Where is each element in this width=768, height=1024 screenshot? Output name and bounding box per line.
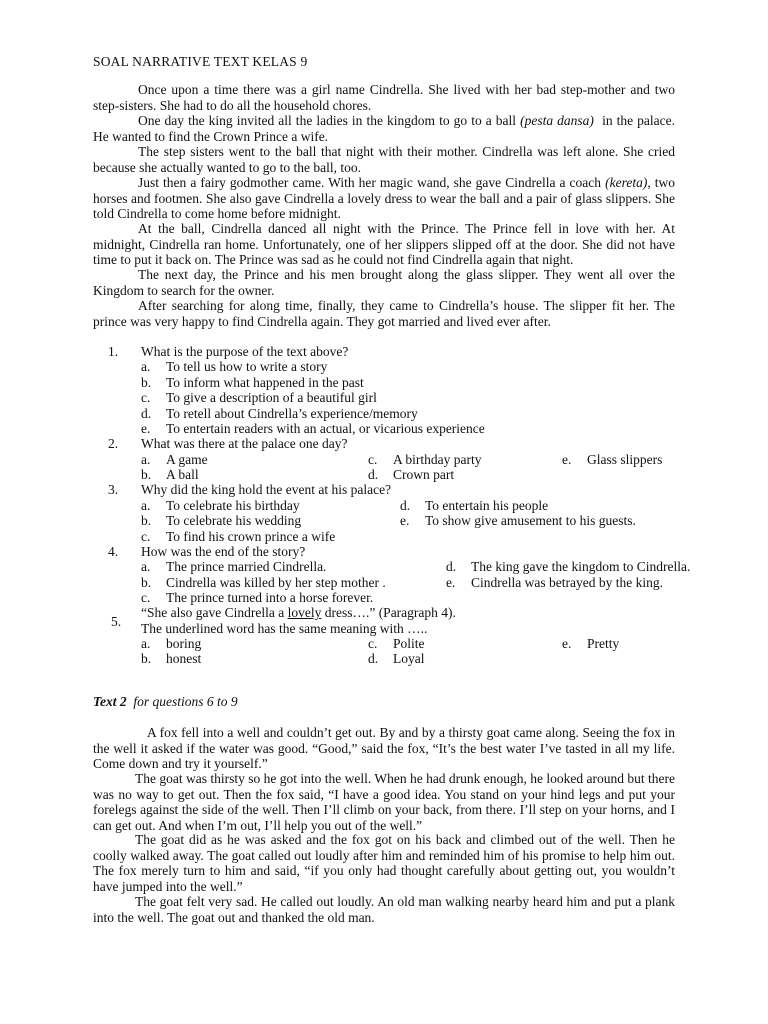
question-4-text: How was the end of the story? <box>141 544 306 559</box>
question-1-option-c: c. To give a description of a beautiful girl <box>141 390 377 405</box>
text2-heading <box>93 694 238 710</box>
question-4-option-e: e. Cindrella was betrayed by the king. <box>446 575 663 590</box>
question-2-option-e: e. Glass slippers <box>562 452 663 467</box>
question-4-option-a: a. The prince married Cindrella. <box>141 559 327 574</box>
underlined-word: lovely <box>287 605 322 620</box>
text1-paragraph-3 <box>93 144 675 175</box>
question-1-text: What is the purpose of the text above? <box>141 344 349 359</box>
text2-p1-text: A fox fell into a well and couldn’t get out. By and by a thirsty goat came along. Seeing the fox in the well it asked if the water was good. “Good,” said the fox, “It’s the best water I’ve tasted in all my life. Come down and try it yourself.” <box>93 725 675 771</box>
question-3-option-b: b. To celebrate his wedding <box>141 513 302 528</box>
text1-p2-gloss: (pesta dansa) <box>520 113 594 128</box>
text1-paragraph-5 <box>93 221 675 268</box>
question-2-option-b: b. A ball <box>141 467 199 482</box>
question-1-option-e: e. To entertain readers with an actual, or vicarious experience <box>141 421 485 436</box>
question-2-option-a: a. A game <box>141 452 208 467</box>
question-2-number: 2. <box>108 436 119 451</box>
question-1-option-d: d. To retell about Cindrella’s experience/memory <box>141 406 418 421</box>
question-2-text: What was there at the palace one day? <box>141 436 348 451</box>
text1-p5-text: At the ball, Cindrella danced all night with the Prince. The Prince fell in love with her. At midnight, Cindrella ran home. Unfortunately, one of her slippers slipped off at the door. She did not have time to put it back on. The Prince was sad as he could not find Cindrella again that night. <box>93 221 675 267</box>
text1-p3-text: The step sisters went to the ball that night with their mother. Cindrella was left alone. She cried because she actually wanted to go to the ball, too. <box>93 144 675 175</box>
question-4-option-c: c. The prince turned into a horse forever. <box>141 590 374 605</box>
text2-heading-bold: Text 2 <box>93 694 127 709</box>
question-4-number: 4. <box>108 544 119 559</box>
question-5-option-a: a. boring <box>141 636 202 651</box>
question-3-option-a: a. To celebrate his birthday <box>141 498 300 513</box>
text2-paragraph-3 <box>93 832 675 894</box>
text1-p4-text-a: Just then a fairy godmother came. With her magic wand, she gave Cindrella a coach <box>138 175 602 190</box>
text2-paragraph-4 <box>93 894 675 925</box>
text1-paragraph-6 <box>93 267 675 298</box>
question-3-text: Why did the king hold the event at his palace? <box>141 482 392 497</box>
question-5-option-c: c. Polite <box>368 636 425 651</box>
question-3-option-c: c. To find his crown prince a wife <box>141 529 336 544</box>
text1-p4-text-b: , two horses and footmen. She also gave Cindrella a lovely dress to wear the ball and a pair of glass slippers. She told Cindrella to come home before midnight. <box>93 175 676 221</box>
question-5-number: 5. <box>111 614 122 629</box>
question-1-option-b: b. To inform what happened in the past <box>141 375 364 390</box>
question-1-option-a: a. To tell us how to write a story <box>141 359 328 374</box>
question-4-option-d: d. The king gave the kingdom to Cindrella. <box>446 559 691 574</box>
text2-p4-text: The goat felt very sad. He called out loudly. An old man walking nearby heard him and put a plank into the well. The goat out and thanked the old man. <box>93 894 675 925</box>
text1-paragraph-1 <box>93 82 675 113</box>
text2-p3-text: The goat did as he was asked and the fox got on his back and climbed out of the well. Then he coolly walked away. The goat called out loudly after him and reminded him of his promise to help him out. The fox merely turn to him and said, “if you only had thought carefully about getting out, you wouldn’t have jumped into the well.” <box>93 832 675 894</box>
question-1-number: 1. <box>108 344 119 359</box>
page-title: SOAL NARRATIVE TEXT KELAS 9 <box>93 54 308 69</box>
text2-heading-rest: for questions 6 to 9 <box>133 694 238 709</box>
text1-p2-text-a: One day the king invited all the ladies in the kingdom to go to a ball <box>138 113 517 128</box>
text1-paragraph-7 <box>93 298 675 329</box>
text2-p2-text: The goat was thirsty so he got into the well. When he had drunk enough, he looked around but there was no way to get out. Then the fox said, “I have a good idea. You stand on your hind legs and put your forelegs against the side of the well. Then I’ll climb on your back, from there. I’ll step on your horns, and I can get out. And when I’m out, I’ll help you out of the well.” <box>93 771 675 833</box>
question-5-option-e: e. Pretty <box>562 636 620 651</box>
question-5-option-d: d. Loyal <box>368 651 425 666</box>
question-2-option-d: d. Crown part <box>368 467 455 482</box>
question-4-option-b: b. Cindrella was killed by her step mother . <box>141 575 386 590</box>
question-3-number: 3. <box>108 482 119 497</box>
text1-paragraph-2 <box>93 113 675 144</box>
text1-p6-text: The next day, the Prince and his men brought along the glass slipper. They went all over the Kingdom to search for the owner. <box>93 267 675 298</box>
question-5-text: The underlined word has the same meaning with ….. <box>141 621 428 636</box>
text1-p4-gloss: (kereta) <box>605 175 648 190</box>
text2-paragraph-2 <box>93 771 675 833</box>
question-3-option-e: e. To show give amusement to his guests. <box>400 513 636 528</box>
text1-p1-text: Once upon a time there was a girl name Cindrella. She lived with her bad step-mother and two step-sisters. She had to do all the household chores. <box>93 82 675 113</box>
question-3-option-d: d. To entertain his people <box>400 498 549 513</box>
text2-paragraph-1 <box>93 725 675 772</box>
question-2-option-c: c. A birthday party <box>368 452 482 467</box>
text1-p2-text-b: in the palace. He wanted to find the Crown Prince a wife. <box>93 113 676 144</box>
text1-p7-text: After searching for along time, finally, they came to Cindrella’s house. The slipper fit her. The prince was very happy to find Cindrella again. They got married and lived ever after. <box>93 298 675 329</box>
question-5-quote: “She also gave Cindrella a lovely dress….” (Paragraph 4). <box>141 605 456 620</box>
text1-paragraph-4 <box>93 175 675 222</box>
question-5-option-b: b. honest <box>141 651 202 666</box>
